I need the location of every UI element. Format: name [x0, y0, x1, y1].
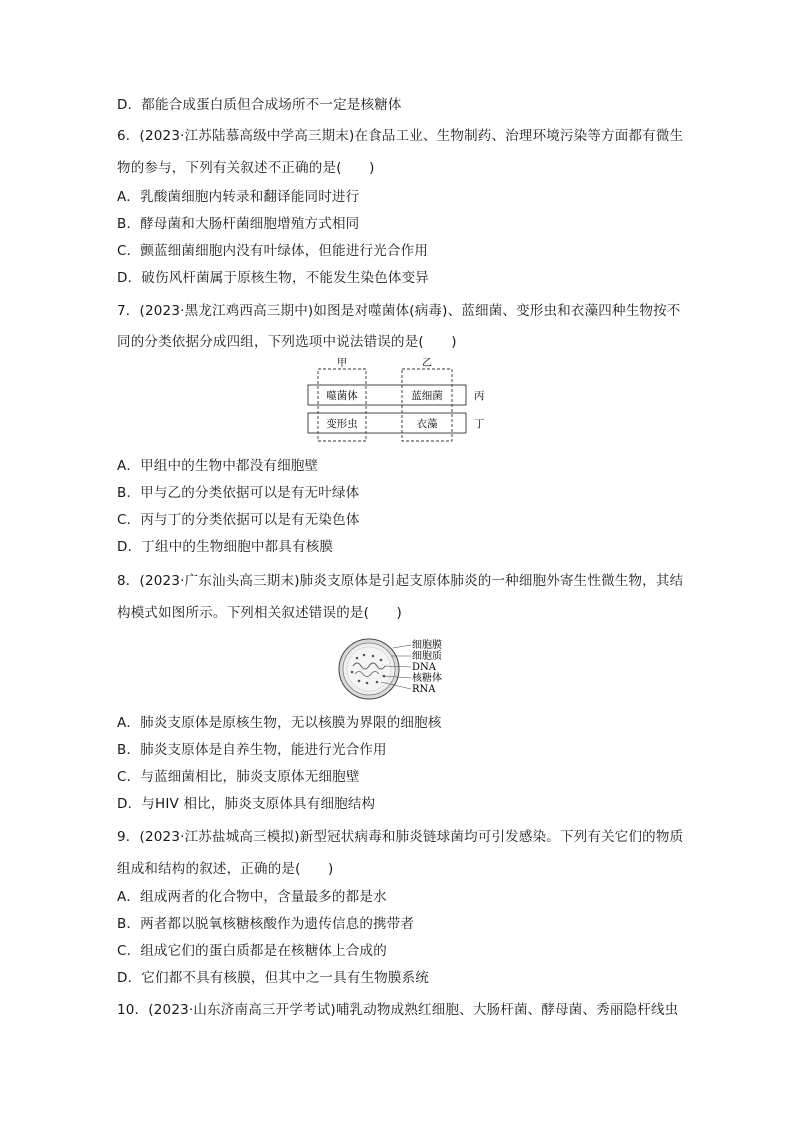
q8-option-c: C．与蓝细菌相比，肺炎支原体无细胞壁: [117, 769, 360, 785]
q8-stem-line2: 构模式如图所示。下列相关叙述错误的是( ): [117, 605, 402, 621]
cell-cyanobacteria: 蓝细菌: [411, 390, 443, 402]
q7-stem-line2: 同的分类依据分成四组，下列选项中说法错误的是( ): [117, 334, 457, 350]
q6-option-c: C．颤蓝细菌细胞内没有叶绿体，但能进行光合作用: [117, 243, 429, 259]
q9-option-a: A．组成两者的化合物中，含量最多的都是水: [117, 889, 387, 905]
q9-option-d: D．它们都不具有核膜，但其中之一具有生物膜系统: [117, 970, 429, 986]
q8-option-b: B．肺炎支原体是自养生物，能进行光合作用: [117, 742, 387, 758]
q10-stem-line1: 10．(2023·山东济南高三开学考试)哺乳动物成熟红细胞、大肠杆菌、酵母菌、秀丽隐杆线虫: [117, 1002, 679, 1018]
q9-option-c: C．组成它们的蛋白质都是在核糖体上合成的: [117, 943, 387, 959]
q7-option-b: B．甲与乙的分类依据可以是有无叶绿体: [117, 485, 360, 501]
cell-phage: 噬菌体: [326, 390, 358, 402]
label-dna: DNA: [412, 662, 436, 673]
label-jia: 甲: [337, 358, 347, 369]
q9-stem-line1: 9．(2023·江苏盐城高三模拟)新型冠状病毒和肺炎链球菌均可引发感染。下列有关它们的物质: [117, 829, 684, 845]
label-bing: 丙: [474, 390, 485, 402]
q6-option-d: D．破伤风杆菌属于原核生物，不能发生染色体变异: [117, 270, 429, 286]
q6-stem-line1: 6．(2023·江苏陆慕高级中学高三期末)在食品工业、生物制药、治理环境污染等方面都有微生: [117, 128, 684, 144]
q7-option-c: C．丙与丁的分类依据可以是有无染色体: [117, 512, 360, 528]
label-ding: 丁: [474, 418, 485, 430]
q8-option-d: D．与HIV 相比，肺炎支原体具有细胞结构: [117, 796, 376, 812]
q8-option-a: A．肺炎支原体是原核生物，无以核膜为界限的细胞核: [117, 715, 442, 731]
q6-stem-line2: 物的参与，下列有关叙述不正确的是( ): [117, 160, 375, 176]
q7-stem-line1: 7．(2023·黑龙江鸡西高三期中)如图是对噬菌体(病毒)、蓝细菌、变形虫和衣藻四种生物按不: [117, 303, 681, 319]
label-cytoplasm: 细胞质: [412, 651, 442, 662]
label-cell-membrane: 细胞膜: [412, 640, 442, 651]
q8-stem-line1: 8．(2023·广东汕头高三期末)肺炎支原体是引起支原体肺炎的一种细胞外寄生性微生物，其结: [117, 573, 684, 589]
q9-stem-line2: 组成和结构的叙述，正确的是( ): [117, 861, 334, 877]
cell-chlamydomonas: 衣藻: [416, 418, 438, 430]
q5-option-d: D．都能合成蛋白质但合成场所不一定是核糖体: [117, 97, 402, 113]
classification-figure: [306, 357, 506, 443]
label-yi: 乙: [422, 358, 432, 369]
q7-option-d: D．丁组中的生物细胞中都具有核膜: [117, 539, 334, 555]
mycoplasma-structure-figure: [337, 636, 457, 702]
cell-amoeba: 变形虫: [326, 418, 358, 430]
q6-option-a: A．乳酸菌细胞内转录和翻译能同时进行: [117, 189, 360, 205]
label-rna: RNA: [412, 684, 436, 695]
q9-option-b: B．两者都以脱氧核糖核酸作为遗传信息的携带者: [117, 916, 415, 932]
q6-option-b: B．酵母菌和大肠杆菌细胞增殖方式相同: [117, 216, 360, 232]
label-ribosome: 核糖体: [412, 673, 442, 684]
q7-option-a: A．甲组中的生物中都没有细胞壁: [117, 458, 319, 474]
